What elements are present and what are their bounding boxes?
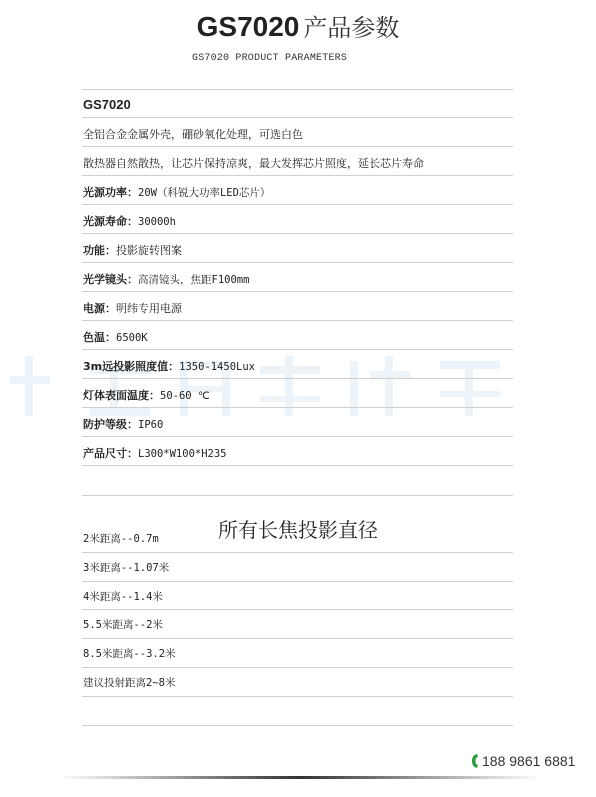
distance-item: 建议投射距离2~8米 [83, 677, 176, 689]
spec-value: 明纬专用电源 [116, 302, 182, 315]
divider [82, 204, 513, 205]
spec-desc-2: 散热器自然散热，让芯片保持凉爽，最大发挥芯片照度，延长芯片寿命 [83, 157, 424, 170]
spec-value: 6500K [116, 332, 148, 344]
page-subtitle: GS7020 PRODUCT PARAMETERS [192, 53, 348, 64]
divider [82, 725, 513, 726]
spec-item [83, 445, 227, 461]
spec-value: 投影旋转图案 [116, 244, 182, 257]
spec-desc-1: 全铝合金金属外壳，硼砂氧化处理，可选白色 [83, 128, 303, 141]
phone-icon [470, 753, 480, 769]
divider [82, 638, 513, 639]
spec-value: 高清镜头，焦距F100mm [138, 274, 250, 286]
page-title [0, 8, 596, 43]
divider [82, 320, 513, 321]
contact-phone [470, 753, 575, 769]
spec-label: 光学镜头： [83, 273, 138, 286]
distance-item: 4米距离--1.4米 [83, 591, 163, 603]
spec-value: 30000h [138, 216, 176, 228]
divider [82, 378, 513, 379]
spec-item [83, 300, 182, 316]
spec-value: 50-60 ℃ [160, 390, 210, 402]
spec-value: 1350-1450Lux [179, 361, 255, 373]
divider [82, 581, 513, 582]
spec-label: 灯体表面温度： [83, 389, 160, 402]
spec-item [83, 242, 182, 258]
divider [82, 175, 513, 176]
spec-value: 20W（科锐大功率LED芯片） [138, 187, 271, 199]
spec-label: 3m远投影照度值： [83, 360, 180, 373]
divider [82, 291, 513, 292]
phone-number: 188 9861 6881 [482, 753, 576, 769]
title-model: GS7020 [196, 11, 300, 42]
title-cn: 产品参数 [303, 14, 400, 42]
spec-label: 光源功率： [83, 186, 138, 199]
spec-label: 光源寿命： [83, 215, 138, 228]
distance-item: 5.5米距离--2米 [83, 619, 163, 631]
spec-label: 色温： [83, 331, 116, 344]
divider [82, 552, 513, 553]
spec-label: 产品尺寸： [83, 447, 138, 460]
spec-heading: GS7020 [83, 97, 131, 112]
divider [82, 89, 513, 90]
divider [82, 117, 513, 118]
divider [82, 465, 513, 466]
distance-item: 3米距离--1.07米 [83, 562, 170, 574]
spec-value: L300*W100*H235 [138, 448, 227, 460]
spec-item [83, 387, 210, 403]
distance-item: 8.5米距离--3.2米 [83, 648, 176, 660]
spec-label: 电源： [83, 302, 116, 315]
spec-item [83, 329, 148, 345]
footer-divider [60, 776, 540, 779]
divider [82, 609, 513, 610]
spec-label: 功能： [83, 244, 116, 257]
divider [82, 696, 513, 697]
spec-item [83, 271, 249, 287]
spec-value: IP60 [138, 419, 164, 431]
spec-item [83, 213, 176, 229]
divider [82, 407, 513, 408]
spec-item [83, 184, 270, 200]
divider [82, 349, 513, 350]
divider [82, 233, 513, 234]
spec-label: 防护等级： [83, 418, 138, 431]
spec-item [83, 358, 255, 374]
distance-item: 2米距离--0.7m [83, 533, 159, 545]
divider [82, 436, 513, 437]
divider [82, 495, 513, 496]
spec-item [83, 416, 163, 432]
divider [82, 262, 513, 263]
divider [82, 667, 513, 668]
distance-section-title: 所有长焦投影直径 [218, 518, 378, 542]
divider [82, 146, 513, 147]
